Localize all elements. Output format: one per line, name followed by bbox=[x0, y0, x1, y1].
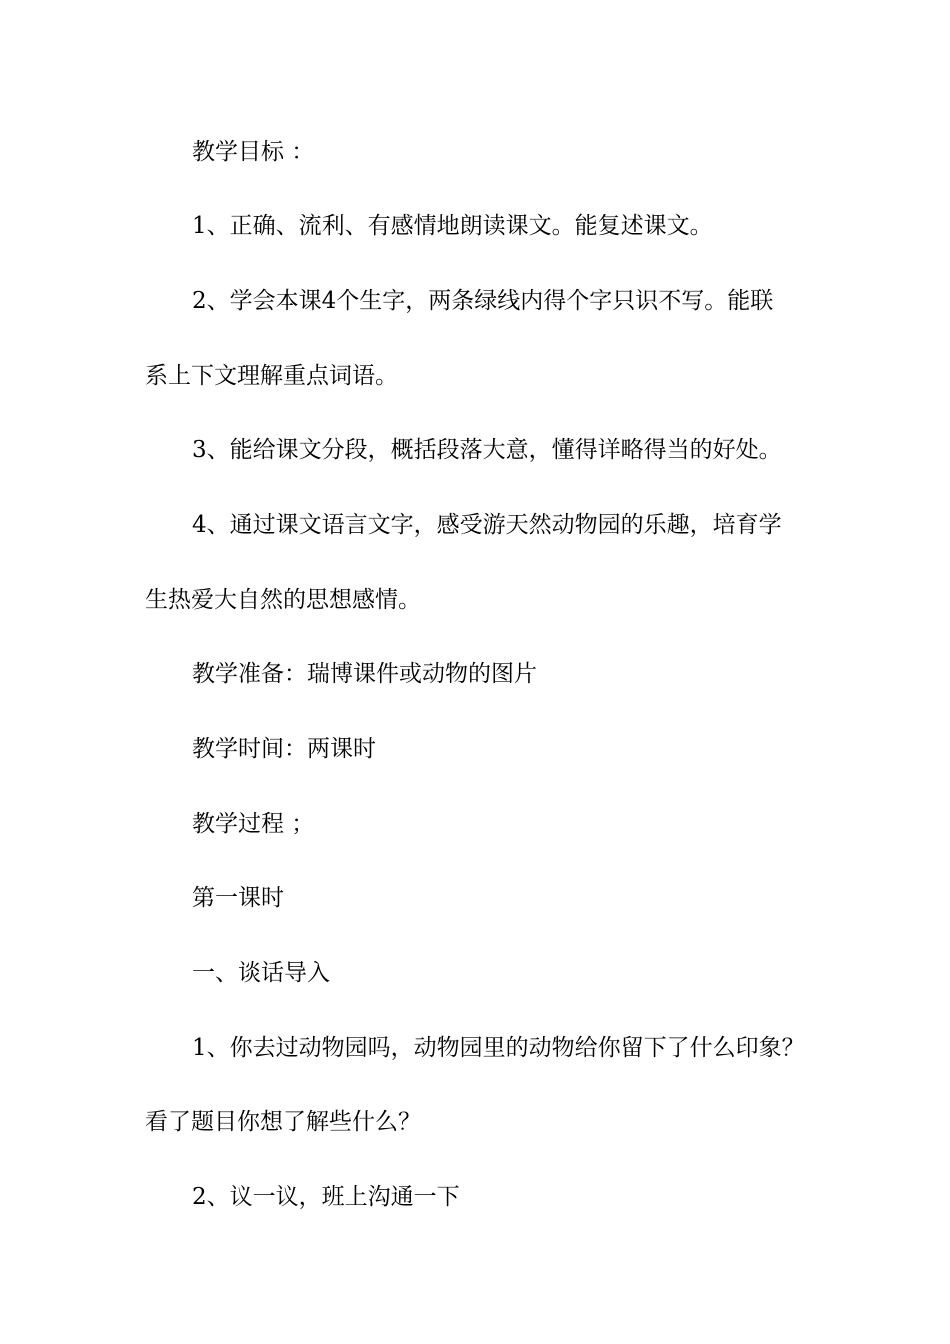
teaching-time: 教学时间：两课时 bbox=[192, 736, 376, 762]
goal-3: 3、能给课文分段，概括段落大意，懂得详略得当的好处。 bbox=[192, 437, 782, 463]
goal-4-line-1: 4、通过课文语言文字，感受游天然动物园的乐趣，培育学 bbox=[192, 512, 782, 538]
step-1-line-1: 1、你去过动物园吗，动物园里的动物给你留下了什么印象？ bbox=[192, 1035, 805, 1061]
step-1-line-2: 看了题目你想了解些什么？ bbox=[145, 1109, 421, 1135]
teaching-preparation: 教学准备：瑞博课件或动物的图片 bbox=[192, 661, 537, 687]
goal-2-line-1: 2、学会本课4个生字，两条绿线内得个字只识不写。能联 bbox=[192, 288, 774, 314]
goal-1: 1、正确、流利、有感情地朗读课文。能复述课文。 bbox=[192, 213, 713, 239]
first-lesson-heading: 第一课时 bbox=[192, 885, 284, 911]
teaching-goals-heading: 教学目标 ： bbox=[192, 139, 315, 165]
section-intro-heading: 一、谈话导入 bbox=[192, 960, 330, 986]
step-2: 2、议一议，班上沟通一下 bbox=[192, 1184, 460, 1210]
goal-2-line-2: 系上下文理解重点词语。 bbox=[145, 363, 398, 389]
goal-4-line-2: 生热爱大自然的思想感情。 bbox=[145, 587, 421, 613]
teaching-process-heading: 教学过程 ； bbox=[192, 811, 315, 837]
